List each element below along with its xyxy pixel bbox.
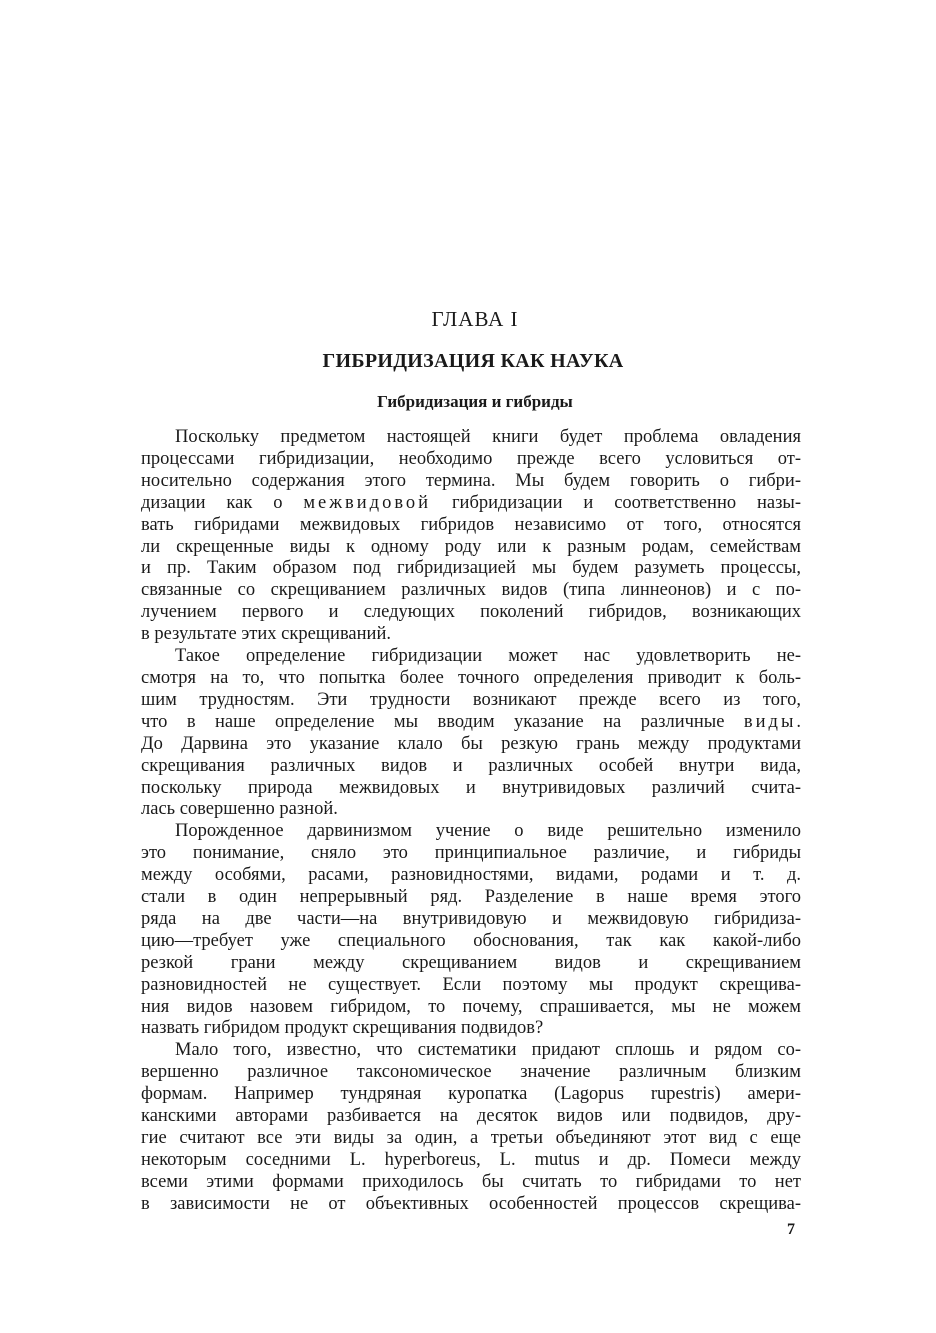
text-line: канскими авторами разбивается на десяток видов или подвидов, дру- (141, 1106, 801, 1127)
emphasized-term: межвидовой (303, 492, 432, 513)
text-line: разновидностей не существует. Если поэтому мы продукт скрещива- (141, 974, 801, 995)
text-line: скрещивания различных видов и различных особей внутри вида, (141, 755, 801, 776)
text-line: в результате этих скрещиваний. (141, 624, 391, 645)
text-line: Поскольку предметом настоящей книги будет проблема овладения (175, 427, 801, 447)
body-text (141, 427, 801, 1216)
text-line: связанные со скрещиванием различных видов (типа линнеонов) и с по- (141, 580, 801, 601)
text-line: ли скрещенные виды к одному роду или к разным родам, семействам (141, 536, 801, 557)
paragraph (141, 427, 801, 646)
text-line: формам. Например тундряная куропатка (Lagopus rupestris) амери- (141, 1084, 801, 1105)
chapter-label: ГЛАВА I (431, 307, 519, 331)
text-line: ния видов назовем гибридом, то почему, спрашивается, мы не можем (141, 996, 801, 1017)
page-number: 7 (787, 1221, 795, 1238)
paragraph (141, 1040, 801, 1215)
text-line: лучением первого и следующих поколений гибридов, возникающих (141, 602, 801, 623)
text-line: Такое определение гибридизации может нас удовлетворить не- (175, 646, 801, 667)
text-line: Порожденное дарвинизмом учение о виде решительно изменило (175, 821, 801, 842)
text-run: гибридизации и соответственно назы- (431, 492, 801, 513)
text-line: и пр. Таким образом под гибридизацией мы будем разуметь процессы, (141, 558, 801, 579)
text-line: цию—требует уже специального обоснования, так как какой-либо (141, 930, 801, 951)
paragraph (141, 821, 801, 1040)
text-line (141, 712, 801, 734)
text-line: ряда на две части—на внутривидовую и межвидовую гибридиза- (141, 908, 801, 929)
text-line: гие считают все эти виды за один, а третьи объединяют этот вид с еще (141, 1128, 801, 1148)
text-line: всеми этими формами приходилось бы считать то гибридами то нет (141, 1171, 801, 1192)
text-line: лась совершенно разной. (141, 799, 338, 820)
text-line: стали в один непрерывный ряд. Разделение в наше время этого (141, 887, 801, 908)
text-line: назвать гибридом продукт скрещивания подвидов? (141, 1018, 544, 1039)
text-line: некоторым соседними L. hyperboreus, L. mutus и др. Помеси между (141, 1149, 801, 1170)
text-run: . (796, 711, 801, 732)
chapter-title: ГИБРИДИЗАЦИЯ КАК НАУКА (322, 350, 624, 372)
emphasized-term: виды (743, 711, 797, 732)
text-line (141, 493, 801, 515)
text-line: шим трудностям. Эти трудности возникают прежде всего из того, (141, 689, 801, 710)
text-line: в зависимости не от объективных особенностей процессов скрещива- (141, 1193, 801, 1214)
text-line: вершенно различное таксономическое значение различным близким (141, 1062, 801, 1083)
paragraph (141, 646, 801, 821)
text-line: смотря на то, что попытка более точного определения приводит к боль- (141, 667, 801, 688)
text-line: поскольку природа межвидовых и внутривидовых различий счита- (141, 777, 801, 798)
text-line: между особями, расами, разновидностями, видами, родами и т. д. (141, 865, 801, 886)
text-line: До Дарвина это указание клало бы резкую грань между продуктами (141, 733, 801, 754)
text-run: что в наше определение мы вводим указание на различные (141, 711, 744, 732)
text-line: процессами гибридизации, необходимо прежде всего условиться от- (141, 448, 801, 469)
text-line: резкой грани между скрещиванием видов и скрещиванием (141, 952, 801, 973)
text-line: носительно содержания этого термина. Мы будем говорить о гибри- (141, 470, 801, 491)
text-line: Мало того, известно, что систематики придают сплошь и рядом со- (175, 1040, 801, 1061)
text-run: дизации как о (141, 492, 304, 513)
text-line: вать гибридами межвидовых гибридов независимо от того, относятся (141, 514, 801, 535)
text-line: это понимание, сняло это принципиальное различие, и гибриды (141, 843, 801, 864)
section-title: Гибридизация и гибриды (377, 392, 573, 411)
